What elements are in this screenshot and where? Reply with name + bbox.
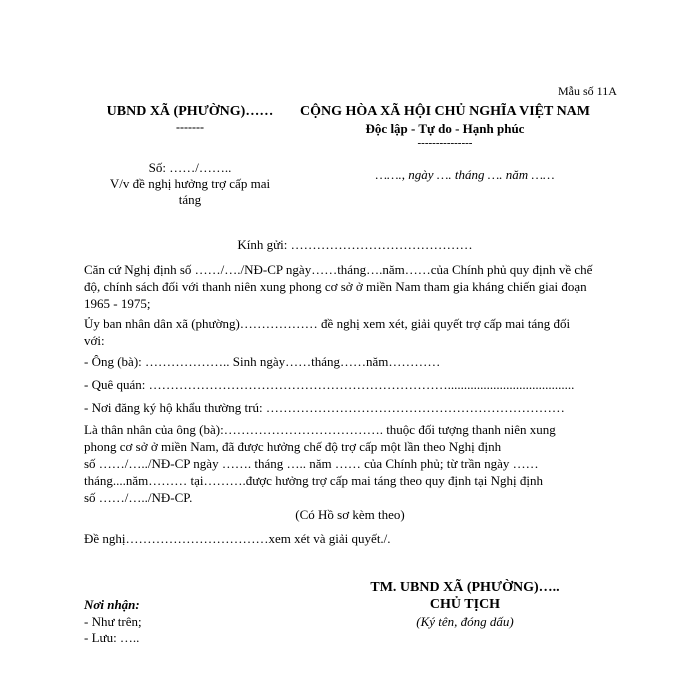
paragraph-1-line-2: độ, chính sách đối với thanh niên xung phong cơ sở ở miền Nam tham gia kháng chiến giai đoạn <box>84 279 587 294</box>
paragraph-2-line-2: với: <box>84 333 105 348</box>
recipients-title: Nơi nhận: <box>84 597 140 612</box>
paragraph-2-line-1: Ủy ban nhân dân xã (phường)……………… đề nghị xem xét, giải quyết trợ cấp mai táng đối <box>84 316 571 331</box>
greeting: Kính gửi: …………………………………… <box>237 237 473 252</box>
hometown-line: - Quê quán: ……………………………………………………………....................................... <box>84 377 575 392</box>
form-code: Mẫu số 11A <box>558 84 617 98</box>
paragraph-3-line-1: Là thân nhân của ông (bà):………………………………. thuộc đối tượng thanh niên xung <box>84 422 556 437</box>
attachment-note: (Có Hồ sơ kèm theo) <box>295 507 405 522</box>
document-subject-line1: V/v đề nghị hưởng trợ cấp mai <box>109 176 271 191</box>
recipient-item: - Như trên; <box>84 614 142 629</box>
residence-line: - Nơi đăng ký hộ khẩu thường trú: …………………………………………………………… <box>84 400 565 415</box>
signature-role: CHỦ TỊCH <box>429 597 501 612</box>
agency-name: UBND XÃ (PHƯỜNG)…… <box>106 104 274 119</box>
document-number: Số: ……/…….. <box>148 160 232 175</box>
paragraph-3-line-5: số ……/…../NĐ-CP. <box>84 490 193 505</box>
place-date: ……., ngày …. tháng …. năm …… <box>375 167 555 182</box>
country-name: CỘNG HÒA XÃ HỘI CHỦ NGHĨA VIỆT NAM <box>299 104 590 119</box>
national-motto: Độc lập - Tự do - Hạnh phúc <box>365 121 525 136</box>
deceased-name-line: - Ông (bà): ……………….. Sinh ngày……tháng……năm………… <box>84 354 441 369</box>
request-line: Đề nghị……………………………xem xét và giải quyết./. <box>84 531 391 546</box>
paragraph-1-line-3: 1965 - 1975; <box>84 296 151 311</box>
recipient-item: - Lưu: ….. <box>84 630 140 645</box>
paragraph-3-line-2: phong cơ sở ở miền Nam, đã được hưởng chế độ trợ cấp một lần theo Nghị định <box>84 439 502 454</box>
signature-note: (Ký tên, đóng dấu) <box>416 614 514 629</box>
signature-organization: TM. UBND XÃ (PHƯỜNG)….. <box>370 580 560 595</box>
paragraph-1-line-1: Căn cứ Nghị định số ……/…./NĐ-CP ngày……tháng….năm……của Chính phủ quy định về chế <box>84 262 593 277</box>
motto-separator: --------------- <box>417 137 473 149</box>
paragraph-3-line-3: số ……/…../NĐ-CP ngày ……. tháng ….. năm …… của Chính phủ; từ trần ngày …… <box>84 456 539 471</box>
document-subject-line2: táng <box>178 192 202 207</box>
paragraph-3-line-4: tháng....năm……… tại……….được hưởng trợ cấp mai táng theo quy định tại Nghị định <box>84 473 543 488</box>
agency-separator: ------- <box>176 120 204 134</box>
